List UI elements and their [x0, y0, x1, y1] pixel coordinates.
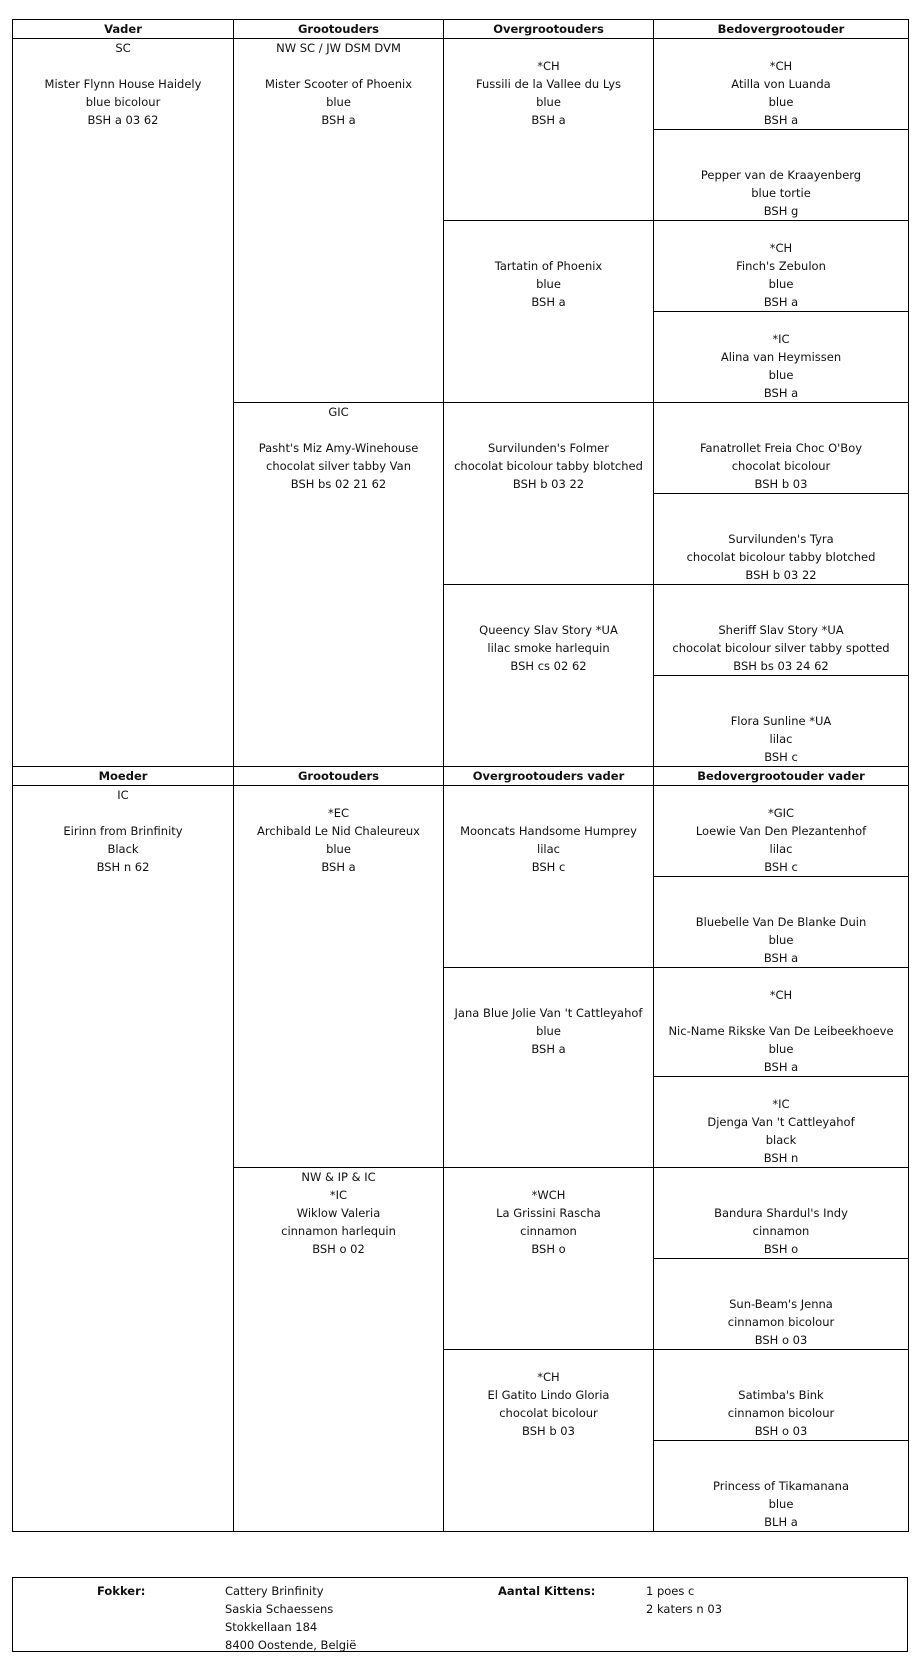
grandparent-cell: [234, 786, 444, 1168]
great-grandparent-cell: [444, 968, 654, 1168]
cat-line: blue: [768, 1497, 794, 1511]
cat-line: *IC: [329, 1188, 348, 1202]
cat-line: [444, 1350, 653, 1368]
cat-entry: [654, 494, 908, 584]
column-header: Grootouders: [234, 20, 444, 39]
cat-line: [654, 1186, 908, 1204]
cat-line: [13, 57, 233, 75]
cat-line: blue: [768, 368, 794, 382]
cat-line: NW SC / JW DSM DVM: [276, 41, 401, 55]
column-header: Bedovergrootouder: [654, 20, 909, 39]
cat-line: blue tortie: [751, 186, 811, 200]
cat-line: *GIC: [767, 806, 795, 820]
cat-line: BSH b 03 22: [512, 477, 585, 491]
cat-line: BSH cs 02 62: [510, 659, 587, 673]
cat-line: Survilunden's Tyra: [728, 532, 834, 546]
great-grandparent-cell: [444, 585, 654, 767]
cat-entry: [13, 39, 233, 129]
cat-line: BSH b 03 22: [745, 568, 817, 582]
great-great-grandparent-cell: [654, 676, 909, 767]
great-great-grandparent-cell: [654, 312, 909, 403]
cat-line: Nic-Name Rikske Van De Leibeekhoeve: [668, 1024, 894, 1038]
breeder-line: Cattery Brinfinity: [225, 1584, 324, 1598]
cat-entry: [654, 130, 908, 220]
cat-line: [654, 403, 908, 421]
sire_section-header-row: [13, 20, 909, 39]
cat-line: *CH: [769, 59, 793, 73]
cat-line: [654, 1077, 908, 1095]
cat-line: Sun-Beam's Jenna: [729, 1297, 833, 1311]
cat-line: [234, 786, 443, 804]
kittens-line: 1 poes c: [646, 1584, 695, 1598]
breeder-line: 8400 Oostende, België: [225, 1638, 357, 1652]
cat-entry: [654, 1168, 908, 1258]
cat-line: [654, 148, 908, 166]
cat-line: blue: [768, 1042, 794, 1056]
cat-line: Mister Flynn House Haidely: [44, 77, 202, 91]
kittens-line: 2 katers n 03: [646, 1602, 723, 1616]
great-great-grandparent-cell: [654, 786, 909, 877]
table-row: [13, 39, 909, 130]
cat-line: BSH o: [763, 1242, 799, 1256]
cat-line: lilac: [769, 842, 793, 856]
cat-line: blue: [536, 95, 561, 109]
parent-cell: [13, 39, 234, 767]
cat-entry: [444, 1350, 653, 1440]
cat-line: lilac: [537, 842, 560, 856]
cat-line: [654, 221, 908, 239]
cat-line: BSH o: [531, 1242, 566, 1256]
breeder-label: Fokker:: [97, 1584, 146, 1598]
cat-entry: [444, 39, 653, 129]
great-great-grandparent-cell: [654, 877, 909, 968]
cat-line: [444, 403, 653, 421]
great-grandparent-cell: [444, 403, 654, 585]
column-header: Overgrootouders vader: [444, 767, 654, 786]
cat-line: chocolat bicolour silver tabby spotted: [672, 641, 890, 655]
cat-line: chocolat bicolour: [499, 1406, 598, 1420]
column-header: Grootouders: [234, 767, 444, 786]
cat-line: Bluebelle Van De Blanke Duin: [695, 915, 867, 929]
cat-line: [444, 221, 653, 239]
cat-line: [654, 1004, 908, 1022]
cat-line: BSH n 62: [96, 860, 150, 874]
cat-line: [654, 786, 908, 804]
cat-line: blue: [536, 277, 561, 291]
cat-line: *CH: [769, 241, 793, 255]
cat-line: [654, 1368, 908, 1386]
cat-line: [234, 421, 443, 439]
cat-line: [654, 421, 908, 439]
cat-line: SC: [115, 41, 131, 55]
cat-line: [234, 57, 443, 75]
cat-line: [444, 39, 653, 57]
cat-entry: [654, 877, 908, 967]
cat-line: Flora Sunline *UA: [730, 714, 832, 728]
cat-line: blue: [326, 842, 351, 856]
cat-line: BSH a: [531, 295, 566, 309]
cat-line: *IC: [772, 332, 790, 346]
cat-entry: [444, 585, 653, 675]
cat-entry: [234, 1168, 443, 1258]
cat-line: [444, 239, 653, 257]
cat-line: black: [765, 1133, 797, 1147]
cat-line: [654, 585, 908, 603]
cat-line: Pasht's Miz Amy-Winehouse: [258, 441, 419, 455]
cat-line: cinnamon harlequin: [281, 1224, 396, 1238]
breeder-footer: [12, 1577, 908, 1652]
cat-line: Sheriff Slav Story *UA: [718, 623, 844, 637]
great-grandparent-cell: [444, 786, 654, 968]
cat-line: blue: [768, 933, 794, 947]
cat-line: [654, 512, 908, 530]
cat-line: lilac smoke harlequin: [487, 641, 610, 655]
cat-line: [654, 1459, 908, 1477]
parent-cell: [13, 786, 234, 1532]
cat-line: Finch's Zebulon: [736, 259, 826, 273]
cat-line: *CH: [537, 1370, 560, 1384]
cat-line: blue: [768, 95, 794, 109]
cat-line: [654, 1259, 908, 1277]
cat-line: chocolat silver tabby Van: [266, 459, 411, 473]
cat-line: BSH a: [763, 386, 799, 400]
great-great-grandparent-cell: [654, 221, 909, 312]
cat-line: BLH a: [764, 1515, 798, 1529]
cat-line: Mister Scooter of Phoenix: [264, 77, 413, 91]
cat-line: BSH o 02: [312, 1242, 365, 1256]
cat-line: GIC: [328, 405, 349, 419]
column-header: Overgrootouders: [444, 20, 654, 39]
great-grandparent-cell: [444, 39, 654, 221]
cat-line: Archibald Le Nid Chaleureux: [257, 824, 420, 838]
cat-line: BSH a 03 62: [87, 113, 159, 127]
column-header: Bedovergrootouder vader: [654, 767, 909, 786]
cat-line: BSH a: [763, 295, 799, 309]
cat-line: [13, 804, 233, 822]
cat-line: BSH a: [321, 113, 356, 127]
cat-entry: [654, 585, 908, 675]
cat-line: Mooncats Handsome Humprey: [460, 824, 637, 838]
kittens-label: Aantal Kittens:: [498, 1584, 596, 1598]
cat-line: [444, 1168, 653, 1186]
cat-line: [444, 421, 653, 439]
cat-line: Eirinn from Brinfinity: [63, 824, 183, 838]
cat-line: [444, 585, 653, 603]
cat-line: [654, 603, 908, 621]
cat-line: BSH c: [764, 750, 798, 764]
cat-line: Fanatrollet Freia Choc O'Boy: [699, 441, 863, 455]
cat-line: *WCH: [531, 1188, 566, 1202]
cat-line: blue bicolour: [85, 95, 161, 109]
cat-entry: [444, 221, 653, 311]
cat-line: chocolat bicolour tabby blotched: [686, 550, 876, 564]
cat-line: IC: [117, 788, 129, 802]
cat-line: [654, 968, 908, 986]
breeder-line: Stokkellaan 184: [225, 1620, 318, 1634]
cat-line: cinnamon: [752, 1224, 810, 1238]
cat-line: Princess of Tikamanana: [712, 1479, 849, 1493]
cat-line: [444, 786, 653, 804]
great-great-grandparent-cell: [654, 494, 909, 585]
cat-line: chocolat bicolour tabby blotched: [454, 459, 643, 473]
cat-line: BSH g: [763, 204, 799, 218]
cat-line: BSH o 03: [754, 1424, 808, 1438]
great-great-grandparent-cell: [654, 130, 909, 221]
cat-line: [444, 968, 653, 986]
cat-line: lilac: [769, 732, 793, 746]
grandparent-cell: [234, 403, 444, 767]
cat-line: cinnamon bicolour: [727, 1406, 835, 1420]
great-great-grandparent-cell: [654, 403, 909, 494]
cat-line: BSH c: [531, 860, 566, 874]
cat-line: Bandura Shardul's Indy: [714, 1206, 848, 1220]
cat-line: cinnamon bicolour: [727, 1315, 835, 1329]
cat-line: Queency Slav Story *UA: [479, 623, 618, 637]
cat-line: Satimba's Bink: [738, 1388, 824, 1402]
cat-entry: [444, 968, 653, 1058]
cat-line: La Grissini Rascha: [496, 1206, 601, 1220]
great-grandparent-cell: [444, 1350, 654, 1532]
cat-line: BSH a: [531, 113, 566, 127]
cat-line: BSH a: [763, 113, 799, 127]
great-great-grandparent-cell: [654, 1077, 909, 1168]
cat-line: [654, 694, 908, 712]
cat-entry: [654, 1259, 908, 1349]
cat-line: BSH bs 02 21 62: [290, 477, 387, 491]
cat-line: BSH a: [531, 1042, 566, 1056]
cat-line: blue: [768, 277, 794, 291]
cat-line: [654, 1350, 908, 1368]
cat-line: Alina van Heymissen: [720, 350, 842, 364]
cat-line: [444, 986, 653, 1004]
cat-line: BSH b 03: [522, 1424, 575, 1438]
table-row: [13, 786, 909, 877]
cat-line: Loewie Van Den Plezantenhof: [695, 824, 867, 838]
breeder-details: [225, 1582, 356, 1654]
great-great-grandparent-cell: [654, 1259, 909, 1350]
cat-line: Pepper van de Kraayenberg: [700, 168, 862, 182]
cat-entry: [654, 968, 908, 1076]
dam_section-header-row: [13, 767, 909, 786]
cat-entry: [654, 312, 908, 402]
cat-line: BSH o 03: [754, 1333, 808, 1347]
cat-line: NW & IP & IC: [301, 1170, 376, 1184]
grandparent-cell: [234, 39, 444, 403]
great-grandparent-cell: [444, 221, 654, 403]
column-header: Moeder: [13, 767, 234, 786]
cat-line: Black: [107, 842, 139, 856]
cat-line: BSH a: [321, 860, 356, 874]
pedigree-sheet: [12, 19, 908, 1532]
cat-line: [654, 877, 908, 895]
cat-line: BSH b 03: [754, 477, 808, 491]
column-header: Vader: [13, 20, 234, 39]
cat-entry: [13, 786, 233, 876]
cat-line: Atilla von Luanda: [731, 77, 831, 91]
cat-entry: [444, 786, 653, 876]
breeder-line: Saskia Schaessens: [225, 1602, 334, 1616]
cat-entry: [654, 676, 908, 766]
cat-line: [654, 494, 908, 512]
cat-entry: [654, 786, 908, 876]
cat-entry: [654, 39, 908, 129]
cat-line: *IC: [772, 1097, 790, 1111]
cat-entry: [654, 221, 908, 311]
cat-line: [654, 312, 908, 330]
kittens-details: [646, 1582, 722, 1618]
cat-line: Fussili de la Vallee du Lys: [475, 77, 622, 91]
cat-line: [654, 676, 908, 694]
great-great-grandparent-cell: [654, 1441, 909, 1532]
cat-entry: [654, 1350, 908, 1440]
cat-line: BSH a: [763, 1060, 799, 1074]
cat-line: BSH c: [764, 860, 798, 874]
cat-line: Djenga Van 't Cattleyahof: [707, 1115, 855, 1129]
cat-line: blue: [536, 1024, 561, 1038]
cat-line: Wiklow Valeria: [296, 1206, 381, 1220]
cat-line: [444, 804, 653, 822]
great-great-grandparent-cell: [654, 968, 909, 1077]
great-great-grandparent-cell: [654, 1350, 909, 1441]
cat-line: Survilunden's Folmer: [487, 441, 609, 455]
cat-line: BSH a: [763, 951, 799, 965]
cat-line: chocolat bicolour: [731, 459, 831, 473]
great-great-grandparent-cell: [654, 585, 909, 676]
grandparent-cell: [234, 1168, 444, 1532]
cat-line: BSH bs 03 24 62: [733, 659, 829, 673]
cat-line: *EC: [327, 806, 350, 820]
cat-entry: [234, 39, 443, 129]
pedigree-table: [12, 19, 909, 1532]
cat-entry: [444, 1168, 653, 1258]
cat-entry: [654, 1441, 908, 1531]
cat-entry: [234, 403, 443, 493]
cat-line: [654, 130, 908, 148]
cat-entry: [234, 786, 443, 876]
cat-line: *CH: [537, 59, 560, 73]
cat-line: [654, 39, 908, 57]
cat-entry: [444, 403, 653, 493]
cat-line: [654, 1441, 908, 1459]
cat-entry: [654, 1077, 908, 1167]
cat-line: *CH: [769, 988, 793, 1002]
cat-line: El Gatito Lindo Gloria: [487, 1388, 610, 1402]
cat-line: [654, 895, 908, 913]
cat-line: BSH n: [763, 1151, 799, 1165]
great-great-grandparent-cell: [654, 39, 909, 130]
cat-line: [654, 1168, 908, 1186]
great-great-grandparent-cell: [654, 1168, 909, 1259]
cat-line: Tartatin of Phoenix: [494, 259, 603, 273]
cat-line: [444, 603, 653, 621]
cat-line: cinnamon: [520, 1224, 577, 1238]
cat-line: blue: [326, 95, 351, 109]
cat-entry: [654, 403, 908, 493]
great-grandparent-cell: [444, 1168, 654, 1350]
cat-line: Jana Blue Jolie Van 't Cattleyahof: [454, 1006, 643, 1020]
cat-line: [654, 1277, 908, 1295]
